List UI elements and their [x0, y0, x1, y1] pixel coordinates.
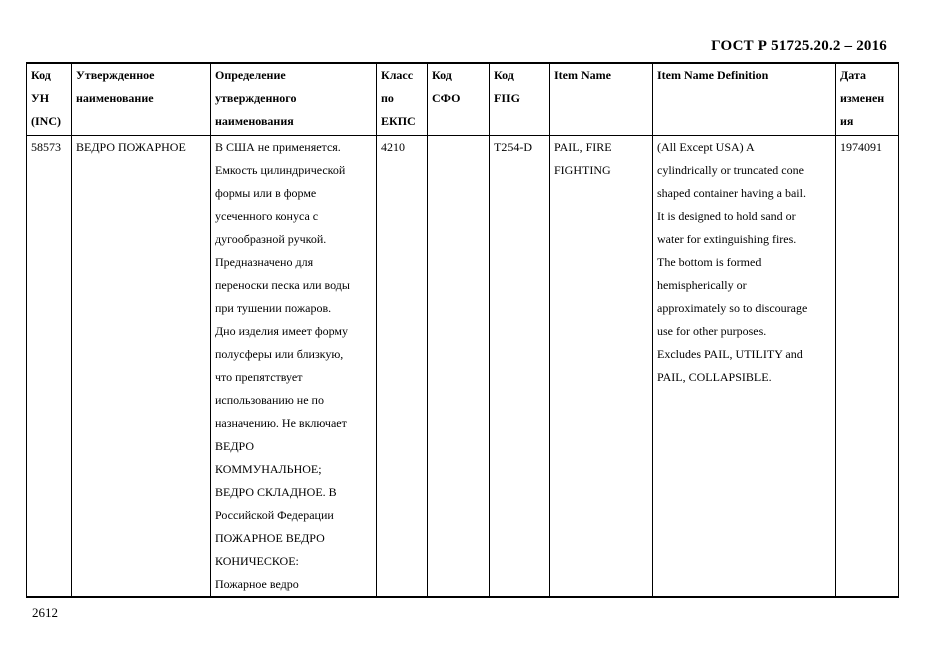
cell-text-line: Дата: [840, 68, 866, 82]
cell-text-line: дугообразной ручкой.: [215, 232, 327, 246]
cell-text-line: Excludes PAIL, UTILITY and: [657, 347, 803, 361]
page-number: 2612: [32, 605, 58, 620]
cell-code-un: [27, 136, 72, 598]
cell-approved-name: [72, 136, 211, 598]
cell-definition: [211, 136, 377, 598]
cell-text-line: cylindrically or truncated cone: [657, 163, 804, 177]
cell-text-line: КОММУНАЛЬНОЕ;: [215, 462, 322, 476]
cell-text-line: FIIG: [494, 91, 521, 105]
cell-text-line: Код: [494, 68, 514, 82]
cell-text-line: по: [381, 91, 394, 105]
cell-text-line: water for extinguishing fires.: [657, 232, 797, 246]
cell-text-line: Определение: [215, 68, 286, 82]
cell-text-line: УН: [31, 91, 50, 105]
cell-text-line: Код: [432, 68, 452, 82]
cell-text-line: при тушении пожаров.: [215, 301, 332, 315]
header-code-fiig: [490, 63, 550, 136]
cell-text-line: Дно изделия имеет форму: [215, 324, 349, 338]
header-item-name: [550, 63, 653, 136]
table-header-row: [27, 63, 899, 136]
cell-text-line: ВЕДРО СКЛАДНОЕ. В: [215, 485, 337, 499]
cell-text-line: hemispherically or: [657, 278, 747, 292]
cell-text-line: ПОЖАРНОЕ ВЕДРО: [215, 531, 325, 545]
cell-text-line: изменен: [840, 91, 885, 105]
cell-text-line: утвержденного: [215, 91, 297, 105]
cell-text-line: что препятствует: [215, 370, 303, 384]
header-approved-name: [72, 63, 211, 136]
cell-text-line: ия: [840, 114, 854, 128]
header-change-date: [836, 63, 899, 136]
cell-text-line: Пожарное ведро: [215, 577, 299, 591]
cell-text-line: use for other purposes.: [657, 324, 767, 338]
cell-text-line: 1974091: [840, 140, 882, 154]
cell-text-line: PAIL, FIRE: [554, 140, 612, 154]
cell-text-line: 58573: [31, 140, 61, 154]
header-code-un: [27, 63, 72, 136]
cell-text-line: PAIL, COLLAPSIBLE.: [657, 370, 772, 384]
cell-text-line: 4210: [381, 140, 405, 154]
cell-text-line: Item Name Definition: [657, 68, 769, 82]
cell-text-line: T254-D: [494, 140, 532, 154]
cell-text-line: формы или в форме: [215, 186, 317, 200]
cell-text-line: Российской Федерации: [215, 508, 334, 522]
table-row: [27, 136, 899, 598]
cell-text-line: наименования: [215, 114, 294, 128]
header-class-ekps: [377, 63, 428, 136]
cell-text-line: The bottom is formed: [657, 255, 762, 269]
cell-text-line: наименование: [76, 91, 154, 105]
cell-text-line: полусферы или близкую,: [215, 347, 344, 361]
classification-table: [26, 62, 899, 598]
cell-text-line: назначению. Не включает: [215, 416, 347, 430]
cell-code-sfo: [428, 136, 490, 598]
cell-text-line: ВЕДРО ПОЖАРНОЕ: [76, 140, 186, 154]
cell-text-line: shaped container having a bail.: [657, 186, 806, 200]
cell-text-line: Код: [31, 68, 51, 82]
header-item-name-definition: [653, 63, 836, 136]
cell-code-fiig: [490, 136, 550, 598]
cell-text-line: СФО: [432, 91, 461, 105]
cell-text-line: ЕКПС: [381, 114, 416, 128]
cell-text-line: Утвержденное: [76, 68, 155, 82]
cell-text-line: Емкость цилиндрической: [215, 163, 346, 177]
cell-class-ekps: [377, 136, 428, 598]
cell-item-name: [550, 136, 653, 598]
cell-item-name-definition: [653, 136, 836, 598]
cell-text-line: approximately so to discourage: [657, 301, 808, 315]
cell-text-line: (INC): [31, 114, 61, 128]
cell-text-line: Предназначено для: [215, 255, 314, 269]
cell-text-line: Item Name: [554, 68, 611, 82]
cell-text-line: использованию не по: [215, 393, 324, 407]
cell-text-line: усеченного конуса с: [215, 209, 319, 223]
cell-text-line: В США не применяется.: [215, 140, 341, 154]
header-code-sfo: [428, 63, 490, 136]
cell-text-line: (All Except USA) A: [657, 140, 755, 154]
document-standard-title: ГОСТ Р 51725.20.2 – 2016: [711, 38, 887, 54]
cell-text-line: FIGHTING: [554, 163, 611, 177]
cell-text-line: It is designed to hold sand or: [657, 209, 796, 223]
cell-text-line: Класс: [381, 68, 414, 82]
header-definition: [211, 63, 377, 136]
cell-change-date: [836, 136, 899, 598]
cell-text-line: ВЕДРО: [215, 439, 255, 453]
cell-text-line: КОНИЧЕСКОЕ:: [215, 554, 299, 568]
cell-text-line: переноски песка или воды: [215, 278, 350, 292]
